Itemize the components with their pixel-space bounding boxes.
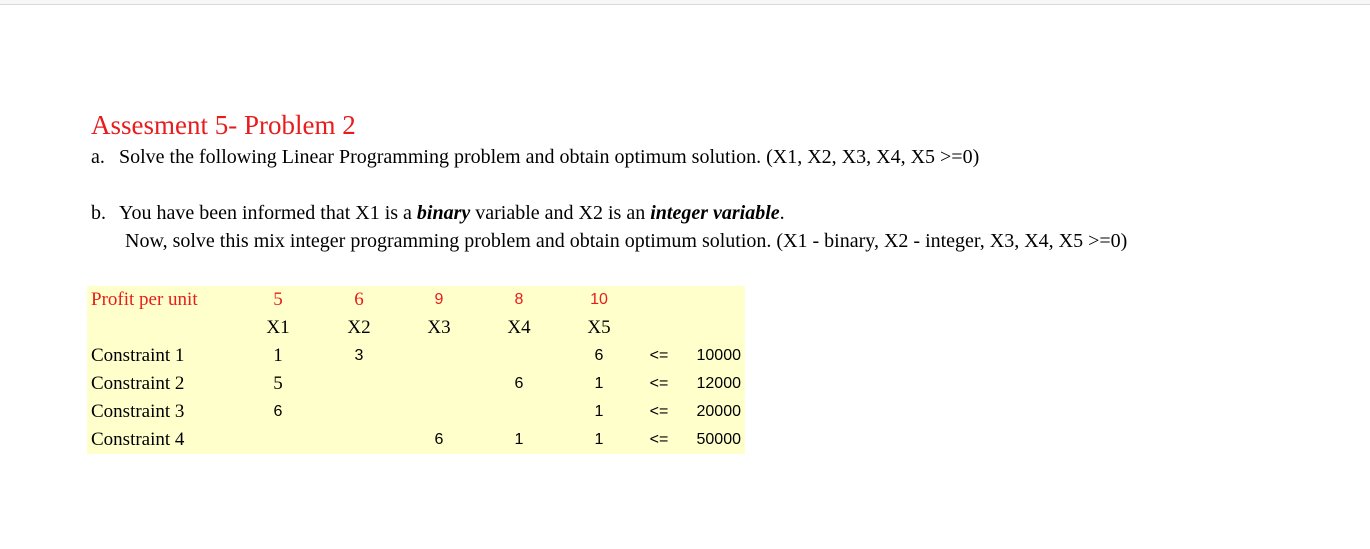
part-b-text-2: variable and X2 is an [470, 202, 651, 224]
profit-x4: 8 [514, 291, 524, 308]
part-a-text: Solve the following Linear Programming problem and obtain optimum solution. (X1, X2, X3, X4, X5 >=0) [119, 146, 980, 168]
constraint-label: Constraint 1 [91, 345, 185, 366]
constraint-rhs: 10000 [696, 347, 741, 364]
constraint-rhs: 50000 [696, 431, 741, 448]
var-x2: X2 [347, 317, 371, 338]
part-b-binary-emphasis: binary [416, 202, 471, 224]
constraint-operator: <= [649, 347, 669, 364]
part-a [91, 146, 979, 169]
constraint-operator: <= [649, 375, 669, 392]
coef-cell [399, 370, 479, 398]
coef-cell [479, 398, 559, 426]
var-x3: X3 [427, 317, 451, 338]
constraint-label: Constraint 2 [91, 373, 185, 394]
coef-cell: 1 [594, 375, 604, 392]
profit-x3: 9 [434, 291, 444, 308]
coef-cell [399, 398, 479, 426]
coef-cell: 1 [594, 403, 604, 420]
constraint-label: Constraint 3 [91, 401, 185, 422]
profit-label: Profit per unit [91, 289, 198, 310]
profit-x5: 10 [590, 291, 608, 308]
constraint-rhs: 20000 [696, 403, 741, 420]
var-x4: X4 [507, 317, 531, 338]
coef-cell [479, 342, 559, 370]
part-b-integer-emphasis: integer variable [650, 202, 780, 224]
profit-x2: 6 [354, 289, 364, 310]
coef-cell: 6 [594, 347, 604, 364]
part-b-text-1: You have been informed that X1 is a [119, 202, 417, 224]
part-b-line-2: Now, solve this mix integer programming problem and obtain optimum solution. (X1 - binary, X2 - integer, X3, X4, X5 >=0) [125, 230, 1128, 252]
coef-cell: 1 [594, 431, 604, 448]
page-title: Assesment 5- Problem 2 [91, 110, 356, 140]
constraint-row [87, 398, 745, 426]
lp-data-table [87, 286, 745, 454]
part-a-label: a. [91, 146, 105, 168]
coef-cell [399, 342, 479, 370]
coef-cell: 1 [514, 431, 524, 448]
part-b-label: b. [91, 202, 106, 224]
coef-cell [319, 370, 399, 398]
part-b [91, 202, 785, 225]
coef-cell [319, 398, 399, 426]
variable-header-row [87, 314, 745, 342]
coef-cell: 6 [273, 403, 283, 420]
coef-cell: 1 [273, 345, 283, 366]
constraint-operator: <= [649, 403, 669, 420]
constraint-row [87, 426, 745, 454]
coef-cell [237, 426, 319, 454]
coef-cell: 6 [434, 431, 444, 448]
coef-cell: 6 [514, 375, 524, 392]
coef-cell [319, 426, 399, 454]
var-x5: X5 [587, 317, 611, 338]
var-x1: X1 [266, 317, 290, 338]
constraint-row [87, 370, 745, 398]
part-b-text-3: . [779, 202, 785, 224]
constraint-row [87, 342, 745, 370]
constraint-label: Constraint 4 [91, 429, 185, 450]
profit-x1: 5 [273, 289, 283, 310]
constraint-rhs: 12000 [696, 375, 741, 392]
constraint-operator: <= [649, 431, 669, 448]
profit-row [87, 286, 745, 314]
window-top-border [0, 0, 1370, 5]
coef-cell: 3 [354, 347, 364, 364]
coef-cell: 5 [273, 373, 283, 394]
